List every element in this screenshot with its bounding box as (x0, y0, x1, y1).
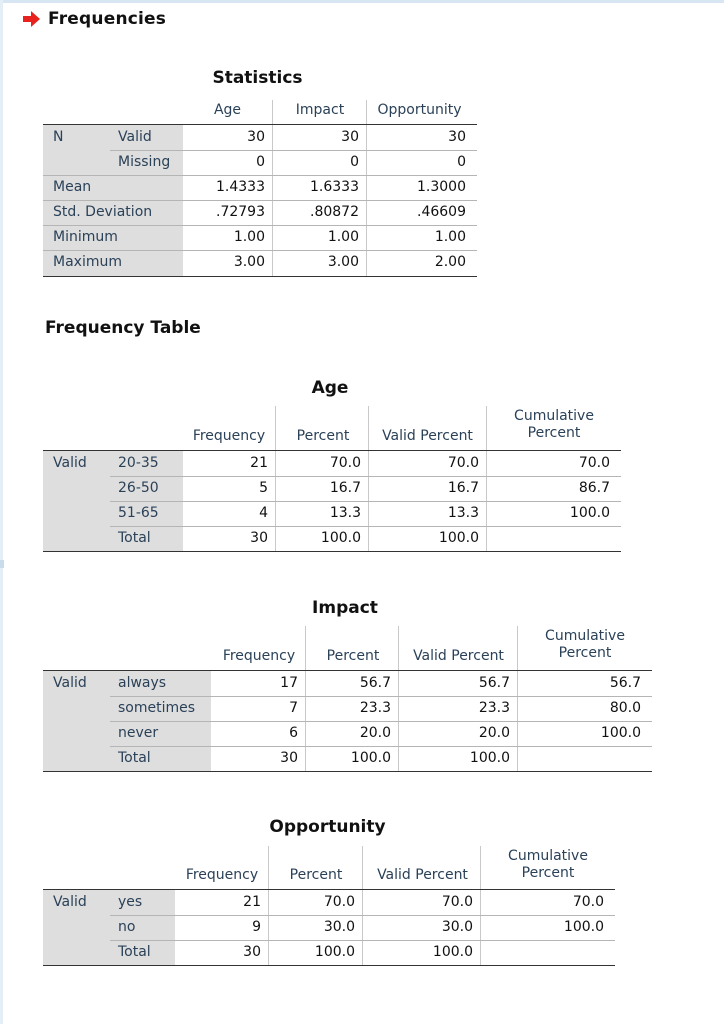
age-col-percent: Percent (296, 428, 350, 444)
impact-cumulative: 80.0 (609, 700, 641, 716)
header-title: Frequencies (48, 9, 167, 29)
impact-cumulative (519, 746, 647, 771)
stat-label-mean: Mean (53, 179, 92, 195)
impact-frequency: 7 (289, 700, 298, 716)
impact-valid-percent: 56.7 (478, 675, 510, 691)
age-frequency: 30 (250, 530, 268, 546)
impact-cumulative: 100.0 (600, 725, 641, 741)
age-col-valid-percent: Valid Percent (382, 428, 473, 444)
age-row-label: Total (118, 530, 151, 546)
stat-label-minimum: Minimum (53, 229, 118, 245)
opportunity-cumulative: 70.0 (572, 894, 604, 910)
impact-percent: 23.3 (359, 700, 391, 716)
age-percent: 13.3 (329, 505, 361, 521)
age-frequency: 5 (259, 480, 268, 496)
opportunity-frequency: 9 (252, 919, 261, 935)
statistics-title: Statistics (212, 68, 303, 88)
cumulative-line2: Percent (527, 425, 581, 441)
opportunity-percent: 30.0 (323, 919, 355, 935)
age-table-title: Age (311, 378, 349, 398)
cumulative-line1: Cumulative (545, 628, 625, 644)
stat-label-std-deviation: Std. Deviation (53, 204, 153, 220)
impact-frequency: 17 (280, 675, 298, 691)
age-frequency: 21 (250, 455, 268, 471)
opportunity-row-label: no (118, 919, 136, 935)
stat-cell: 0 (350, 154, 359, 170)
age-row-label: 20-35 (118, 455, 159, 471)
opportunity-valid-label: Valid (53, 894, 87, 910)
stat-cell: .72793 (216, 204, 265, 220)
opportunity-frequency: 30 (243, 944, 261, 960)
stat-col-age: Age (213, 102, 242, 118)
age-row-label: 51-65 (118, 505, 159, 521)
stat-cell: 30 (341, 129, 359, 145)
opportunity-valid-percent: 30.0 (441, 919, 473, 935)
age-valid-percent: 100.0 (438, 530, 479, 546)
stat-cell: 30 (448, 129, 466, 145)
opportunity-percent: 100.0 (314, 944, 355, 960)
opportunity-row-label: Total (118, 944, 151, 960)
age-col-cumulative (488, 408, 620, 442)
stat-cell: 1.4333 (216, 179, 265, 195)
age-cumulative: 100.0 (569, 505, 610, 521)
age-percent: 16.7 (329, 480, 361, 496)
frame-left-border (0, 0, 3, 1024)
impact-col-cumulative (519, 628, 651, 662)
age-row-label: 26-50 (118, 480, 159, 496)
age-cumulative: 70.0 (578, 455, 610, 471)
arrow-right-icon (22, 11, 41, 27)
opportunity-table-title: Opportunity (269, 817, 386, 837)
impact-valid-label: Valid (53, 675, 87, 691)
age-valid-percent: 13.3 (447, 505, 479, 521)
opportunity-row-label: yes (118, 894, 143, 910)
output-header[interactable] (22, 9, 166, 29)
impact-percent: 100.0 (350, 750, 391, 766)
impact-valid-percent: 23.3 (478, 700, 510, 716)
stat-cell: 1.6333 (310, 179, 359, 195)
stat-cell: 1.00 (434, 229, 466, 245)
stat-label-valid: Valid (118, 129, 152, 145)
impact-row-label: Total (118, 750, 151, 766)
impact-percent: 20.0 (359, 725, 391, 741)
impact-frequency: 30 (280, 750, 298, 766)
stat-cell: 3.00 (233, 254, 265, 270)
stat-cell: 1.00 (327, 229, 359, 245)
age-cumulative (488, 526, 616, 551)
impact-col-valid-percent: Valid Percent (413, 648, 504, 664)
impact-row-label: always (118, 675, 167, 691)
opportunity-valid-percent: 70.0 (441, 894, 473, 910)
age-frequency: 4 (259, 505, 268, 521)
stat-cell: .46609 (417, 204, 466, 220)
impact-row-label: never (118, 725, 159, 741)
stat-cell: 1.3000 (417, 179, 466, 195)
age-percent: 100.0 (320, 530, 361, 546)
cumulative-line2: Percent (558, 645, 612, 661)
opportunity-col-percent: Percent (289, 867, 343, 883)
impact-frequency: 6 (289, 725, 298, 741)
age-valid-percent: 70.0 (447, 455, 479, 471)
stat-cell: 3.00 (327, 254, 359, 270)
frame-top-border (0, 0, 724, 3)
cumulative-line1: Cumulative (508, 848, 588, 864)
opportunity-percent: 70.0 (323, 894, 355, 910)
cumulative-line1: Cumulative (514, 408, 594, 424)
opportunity-cumulative: 100.0 (563, 919, 604, 935)
impact-cumulative: 56.7 (609, 675, 641, 691)
age-cumulative: 86.7 (578, 480, 610, 496)
stat-cell: 2.00 (434, 254, 466, 270)
impact-table-title: Impact (312, 598, 378, 618)
opportunity-col-cumulative (482, 848, 614, 882)
age-col-frequency: Frequency (192, 428, 266, 444)
frequency-table-title: Frequency Table (45, 318, 201, 338)
stat-col-impact: Impact (295, 102, 345, 118)
opportunity-cumulative (482, 940, 610, 965)
impact-valid-percent: 100.0 (469, 750, 510, 766)
cumulative-line2: Percent (521, 865, 575, 881)
impact-row-label: sometimes (118, 700, 196, 716)
stat-col-opportunity: Opportunity (377, 102, 462, 118)
stat-group-n: N (53, 129, 64, 145)
opportunity-valid-percent: 100.0 (432, 944, 473, 960)
stat-label-missing: Missing (118, 154, 171, 170)
stat-label-maximum: Maximum (53, 254, 122, 270)
stat-cell: 0 (457, 154, 466, 170)
stat-cell: 1.00 (233, 229, 265, 245)
stat-cell: 0 (256, 154, 265, 170)
impact-col-percent: Percent (326, 648, 380, 664)
stat-cell: 30 (247, 129, 265, 145)
age-percent: 70.0 (329, 455, 361, 471)
scroll-edge-marker (0, 560, 4, 568)
opportunity-col-valid-percent: Valid Percent (377, 867, 468, 883)
age-valid-label: Valid (53, 455, 87, 471)
stat-cell: .80872 (310, 204, 359, 220)
impact-percent: 56.7 (359, 675, 391, 691)
opportunity-frequency: 21 (243, 894, 261, 910)
impact-valid-percent: 20.0 (478, 725, 510, 741)
age-valid-percent: 16.7 (447, 480, 479, 496)
opportunity-col-frequency: Frequency (185, 867, 259, 883)
impact-col-frequency: Frequency (222, 648, 296, 664)
